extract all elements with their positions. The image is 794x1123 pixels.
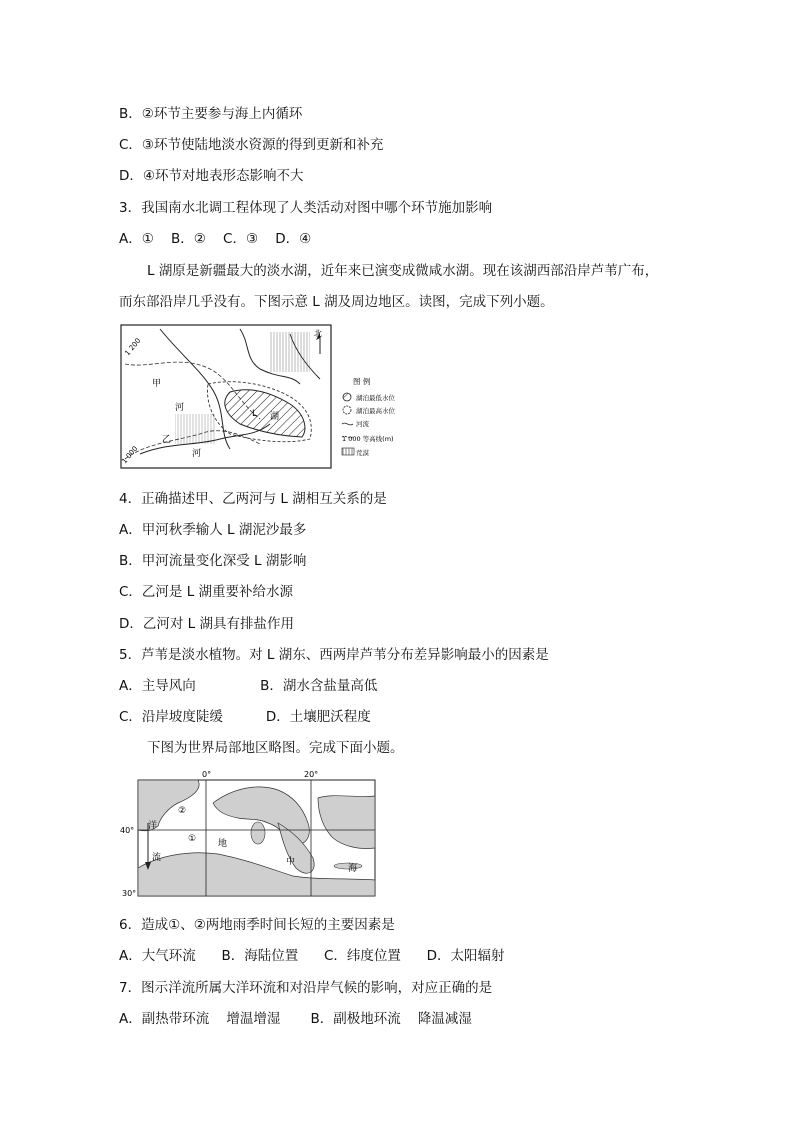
site-2-label: ②	[178, 806, 187, 816]
intro-l-lake-2: 而东部沿岸几乎没有。下图示意 L 湖及周边地区。读图，完成下列小题。	[119, 294, 554, 310]
lat-30-label: 30°	[122, 889, 137, 898]
question-4-option-a: A．甲河秋季输人 L 湖泥沙最多	[119, 522, 307, 538]
contour-1200-label: 1 200	[123, 336, 143, 358]
legend-high-label: 湖泊最高水位	[356, 407, 395, 415]
legend-river-label: 河流	[356, 420, 369, 428]
legend-desert-label: 荒漠	[356, 449, 369, 457]
l-lake-map	[120, 324, 420, 470]
contour-1000-label: 1 000	[120, 444, 140, 466]
mediterranean-map	[118, 768, 383, 900]
intro-l-lake-1: L 湖原是新疆最大的淡水湖，近年来已演变成微咸水湖。现在该湖西部沿岸芦苇广布，	[147, 263, 659, 279]
legend-low-swatch	[343, 393, 351, 401]
sea-label-zhong: 中	[286, 857, 296, 867]
question-4-option-c: C．乙河是 L 湖重要补给水源	[119, 584, 294, 600]
question-4-option-b: B．甲河流量变化深受 L 湖影响	[119, 553, 307, 569]
legend-contour-label: 1 000 等高线(m)	[342, 435, 394, 443]
sea-label-di: 地	[218, 839, 228, 849]
question-7: 7．图示洋流所属大洋环流和对沿岸气候的影响，对应正确的是	[119, 980, 493, 996]
current-label-liu: 流	[152, 853, 162, 863]
river-jia-he-label: 河	[175, 403, 185, 413]
option-c: C．③环节使陆地淡水资源的得到更新和补充	[119, 137, 384, 153]
north-label: 北	[314, 329, 322, 338]
lake-l-label: L	[252, 409, 258, 419]
question-7-options: A．副热带环流 增温增湿 B．副极地环流 降温减湿	[119, 1011, 472, 1027]
current-label-yang: 洋	[148, 821, 158, 831]
question-5-options-ab: A．主导风向 B．湖水含盐量高低	[119, 678, 378, 694]
option-b: B．②环节主要参与海上内循环	[119, 106, 303, 122]
question-3-options: A．① B．② C．③ D．④	[119, 231, 312, 247]
question-6: 6．造成①、②两地雨季时间长短的主要因素是	[119, 917, 395, 933]
question-3: 3．我国南水北调工程体现了人类活动对图中哪个环节施加影响	[119, 200, 493, 216]
lake-hu-label: 湖	[270, 412, 280, 422]
lat-40-label: 40°	[120, 826, 135, 835]
intro-world-map: 下图为世界局部地区略图。完成下面小题。	[147, 740, 404, 756]
question-5: 5．芦苇是淡水植物。对 L 湖东、西两岸芦苇分布差异影响最小的因素是	[119, 647, 549, 663]
question-4: 4．正确描述甲、乙两河与 L 湖相互关系的是	[119, 491, 387, 507]
legend-low-label: 湖泊最低水位	[356, 394, 395, 402]
question-4-option-d: D．乙河对 L 湖具有排盐作用	[119, 616, 294, 632]
river-yi-he-label: 河	[192, 449, 202, 459]
sea-label-hai: 海	[348, 864, 358, 874]
legend-title: 图 例	[353, 377, 371, 386]
question-6-options: A．大气环流 B．海陆位置 C．纬度位置 D．太阳辐射	[119, 948, 505, 964]
lon-0-label: 0°	[202, 770, 212, 779]
question-5-options-cd: C．沿岸坡度陡缓 D．土壤肥沃程度	[119, 709, 371, 725]
river-jia-label: 甲	[152, 379, 162, 389]
lon-20-label: 20°	[304, 770, 319, 779]
site-1-label: ①	[188, 834, 197, 844]
option-d: D．④环节对地表形态影响不大	[119, 168, 304, 184]
river-yi-label: 乙	[162, 435, 172, 445]
